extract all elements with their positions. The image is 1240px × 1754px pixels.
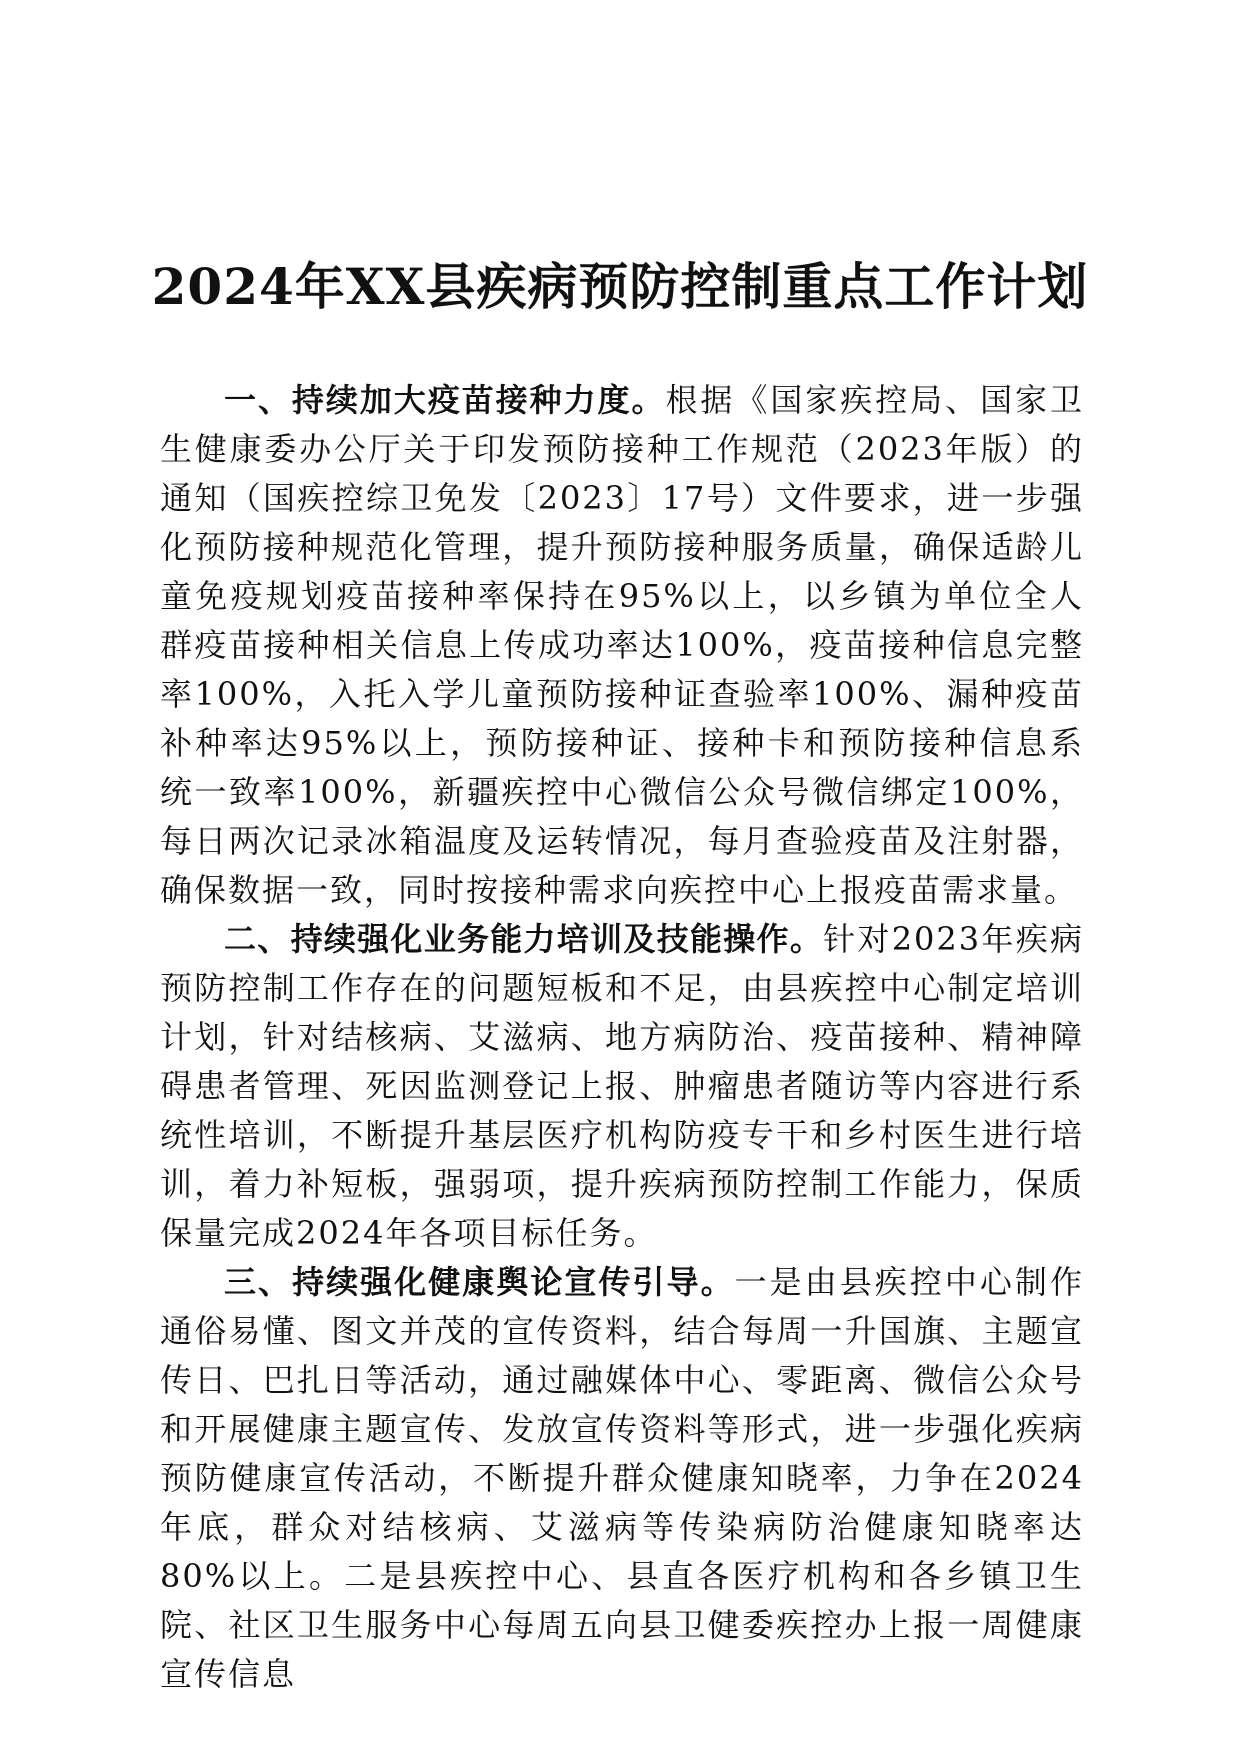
paragraph-heading: 二、持续强化业务能力培训及技能操作。 <box>224 920 824 958</box>
paragraph-text: 一是由县疾控中心制作通俗易懂、图文并茂的宣传资料，结合每周一升国旗、主题宣传日、巴扎日等活动，通过融媒体中心、零距离、微信公众号和开展健康主题宣传、发放宣传资料等形式，进一步强化疾病预防健康宣传活动，不断提升群众健康知晓率，力争在2024年底，群众对结核病、艾滋病等传染病防治健康知晓率达80%以上。二是县疾控中心、县直各医疗机构和各乡镇卫生院、社区卫生服务中心每周五向县卫健委疾控办上报一周健康宣传信息 <box>160 1263 1084 1693</box>
paragraph-heading: 三、持续强化健康舆论宣传引导。 <box>224 1263 735 1301</box>
paragraph-vaccination <box>160 376 1084 915</box>
paragraph-text: 针对2023年疾病预防控制工作存在的问题短板和不足，由县疾控中心制定培训计划，针对结核病、艾滋病、地方病防治、疫苗接种、精神障碍患者管理、死因监测登记上报、肿瘤患者随访等内容进行系统性培训，不断提升基层医疗机构防疫专干和乡村医生进行培训，着力补短板，强弱项，提升疾病预防控制工作能力，保质保量完成2024年各项目标任务。 <box>160 920 1084 1252</box>
paragraph-training <box>160 915 1084 1258</box>
paragraph-text: 根据《国家疾控局、国家卫生健康委办公厅关于印发预防接种工作规范（2023年版）的通知（国疾控综卫免发〔2023〕17号）文件要求，进一步强化预防接种规范化管理，提升预防接种服务质量，确保适龄儿童免疫规划疫苗接种率保持在95%以上，以乡镇为单位全人群疫苗接种相关信息上传成功率达100%，疫苗接种信息完整率100%，入托入学儿童预防接种证查验率100%、漏种疫苗补种率达95%以上，预防接种证、接种卡和预防接种信息系统一致率100%，新疆疾控中心微信公众号微信绑定100%，每日两次记录冰箱温度及运转情况，每月查验疫苗及注射器，确保数据一致，同时按接种需求向疾控中心上报疫苗需求量。 <box>160 381 1084 909</box>
document-title: 2024年XX县疾病预防控制重点工作计划 <box>151 257 1089 316</box>
document-body <box>160 376 1084 1699</box>
paragraph-publicity <box>160 1258 1084 1699</box>
paragraph-heading: 一、持续加大疫苗接种力度。 <box>224 381 666 419</box>
